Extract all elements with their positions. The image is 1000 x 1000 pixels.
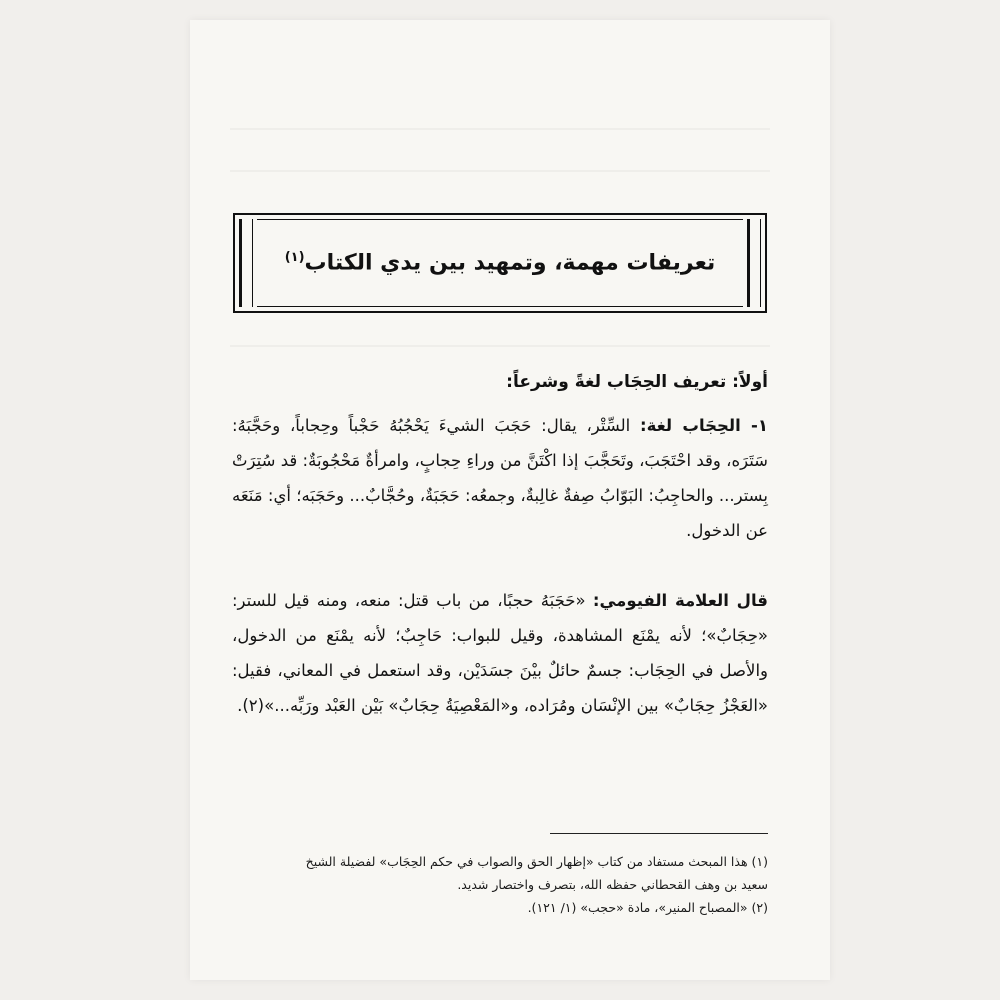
title-box: [257, 219, 743, 307]
footnote-separator: [550, 833, 768, 834]
paragraph-text: السِّتْر، يقال: حَجَبَ الشيءَ يَحْجُبُهُ حَجْباً وحِجاباً، وحَجَّبَهُ: سَتَرَه، وقد احْتَجَبَ، وتَحَجَّبَ إذا اكْتَنَّ من وراءِ حِجابٍ، وامرأةٌ مَحْجُوبَةٌ: قد سُتِرَتْ بِستر... والحاجِبُ: البَوّابُ صِفةٌ غالِبةٌ، وجمعُه: حَجَبَةٌ، وحُجَّابٌ... وحَجَبَه؛ أي: مَنَعَه عن الدخول.: [232, 416, 768, 540]
footnote-ref-1[interactable]: (١): [284, 250, 305, 266]
title-frame: [233, 213, 767, 313]
chapter-title-text: تعريفات مهمة، وتمهيد بين يدي الكتاب: [304, 250, 716, 276]
paragraph-fayyumi-quote: [232, 583, 768, 723]
bleed-through-line: [230, 128, 770, 130]
footnotes: [232, 850, 768, 919]
bleed-through-line: [230, 170, 770, 172]
footnote-1-line-1: (١) هذا المبحث مستفاد من كتاب «إظهار الحق والصواب في حكم الحِجَاب» لفضيلة الشيخ: [305, 854, 768, 869]
footnote-2: [232, 896, 768, 919]
paragraph-label: قال العلامة الفيومي:: [592, 591, 768, 610]
footnote-1: [232, 850, 768, 896]
bleed-through-line: [230, 345, 770, 347]
footnote-2-line-1: (٢) «المصباح المنير»، مادة «حجب» (١/ ١٢١).: [527, 900, 768, 915]
footnote-1-line-2: سعيد بن وهف القحطاني حفظه الله، بتصرف واختصار شديد.: [457, 877, 768, 892]
chapter-title: [285, 250, 716, 275]
paragraph-text: «حَجَبَهُ حجبًا، من باب قتل: منعه، ومنه قيل للستر: «حِجَابٌ»؛ لأنه يمْنَع المشاهدة، وقيل للبواب: حَاجِبٌ؛ لأنه يمْنَع من الدخول، والأصل في الحِجَاب: جسمٌ حائلٌ بيْنَ جسَدَيْن، وقد استعمل في المعاني، فقيل: «العَجْزُ حِجَابٌ» بين الإنْسَان ومُرَاده، و«المَعْصِيَةُ حِجَابٌ» بَيْن العَبْد ورَبِّه...»(٢).: [232, 591, 768, 715]
section-heading: أولاً: تعريف الحِجَاب لغةً وشرعاً:: [506, 372, 768, 392]
paragraph-label: ١- الحِجَاب لغة:: [639, 416, 768, 435]
paragraph-hijab-linguistic: [232, 408, 768, 548]
